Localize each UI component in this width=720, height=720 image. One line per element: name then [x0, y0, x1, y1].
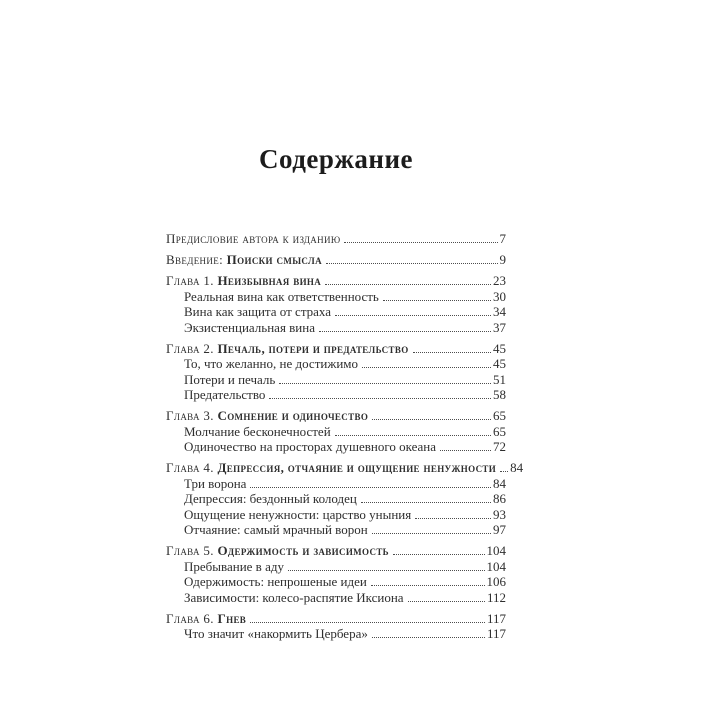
dot-leader: [361, 502, 491, 503]
dot-leader: [415, 518, 491, 519]
dot-leader: [250, 487, 491, 488]
page-number: 104: [486, 558, 506, 574]
dot-leader: [319, 331, 491, 332]
page-number: 34: [493, 304, 506, 319]
page-number: 117: [486, 626, 506, 641]
page-number: 97: [493, 522, 506, 537]
page-number: 37: [493, 319, 506, 335]
dot-leader: [383, 300, 491, 301]
toc-entry-label: Что значит «накормить Цербера»: [184, 626, 368, 641]
toc-entry-title: Депрессия, отчаяние и ощущение ненужности: [217, 460, 497, 475]
page-title: Содержание: [258, 144, 414, 174]
toc-entry: [166, 320, 506, 336]
toc-entry-title: Одержимость и зависимость: [217, 543, 389, 558]
dot-leader: [335, 315, 491, 316]
toc-entry-label: Реальная вина как ответственность: [184, 288, 379, 304]
toc-entry: [166, 372, 506, 388]
dot-leader: [408, 601, 485, 602]
page-number: 30: [493, 288, 506, 304]
dot-leader: [440, 450, 491, 451]
toc-entry-label: То, что желанно, не достижимо: [184, 356, 359, 371]
dot-leader: [335, 435, 491, 436]
dot-leader: [372, 419, 491, 420]
toc-entry: [166, 559, 506, 575]
page-number: 117: [486, 610, 506, 626]
toc-entry: [166, 341, 506, 357]
page-number: 45: [493, 340, 506, 356]
page-number: 93: [493, 506, 506, 522]
page-number: 9: [499, 252, 506, 267]
toc-entry-label: Депрессия: бездонный колодец: [184, 491, 357, 506]
toc-entry: [166, 424, 506, 440]
toc-entry: [166, 626, 506, 642]
toc-entry: [166, 522, 506, 538]
page-number: 45: [493, 356, 506, 371]
toc-entry-label: Зависимости: колесо-распятие Иксиона: [184, 589, 404, 605]
toc-entry-label: Молчание бесконечностей: [184, 423, 331, 439]
toc-entry: [166, 356, 506, 372]
toc-content: [166, 144, 524, 642]
dot-leader: [279, 383, 491, 384]
page-number: 72: [493, 439, 506, 454]
toc-entry: [166, 491, 506, 507]
page-number: 65: [493, 423, 506, 439]
toc-entry-label: Три ворона: [184, 475, 247, 491]
page-number: 23: [493, 273, 506, 288]
toc-entry: [166, 439, 506, 455]
dot-leader: [326, 263, 498, 264]
toc-entry-label: Предисловие автора к изданию: [166, 231, 341, 246]
dot-leader: [393, 554, 485, 555]
toc-entry-label: Глава 1.: [166, 273, 218, 288]
toc-entry-label: Потери и печаль: [184, 371, 276, 387]
toc-entry: [166, 252, 506, 268]
toc-entry: [166, 273, 506, 289]
dot-leader: [371, 585, 485, 586]
toc-entry-title: Поиски смысла: [226, 252, 322, 267]
toc-entry-label: Пребывание в аду: [184, 558, 284, 574]
toc-entry: [166, 387, 506, 403]
toc-entry: [166, 231, 506, 247]
toc-entry-label: Экзистенциальная вина: [184, 319, 315, 335]
toc-entry-label: Глава 6.: [166, 610, 218, 626]
toc-entry: [166, 611, 506, 627]
dot-leader: [325, 284, 491, 285]
dot-leader: [288, 570, 485, 571]
toc-list: [166, 231, 524, 642]
toc-entry-title: Гнев: [217, 610, 247, 626]
page-number: 106: [486, 574, 506, 589]
toc-entry-title: Печаль, потери и предательство: [217, 340, 409, 356]
toc-entry-label: Введение:: [166, 252, 227, 267]
toc-entry: [166, 574, 506, 590]
page-number: 65: [493, 408, 506, 423]
toc-entry-label: Глава 5.: [166, 543, 218, 558]
toc-entry: [166, 476, 506, 492]
page-number: 58: [493, 387, 506, 402]
dot-leader: [344, 242, 497, 243]
toc-entry-label: Вина как защита от страха: [184, 304, 332, 319]
page-number: 86: [493, 491, 506, 506]
page-number: 112: [486, 589, 506, 605]
toc-entry-title: Сомнение и одиночество: [217, 408, 369, 423]
page-number: 104: [486, 543, 506, 558]
dot-leader: [250, 622, 485, 623]
page-number: 84: [510, 460, 524, 475]
dot-leader: [413, 352, 491, 353]
toc-entry-label: Одиночество на просторах душевного океана: [184, 439, 437, 454]
page-number: 7: [499, 231, 506, 246]
dot-leader: [269, 398, 491, 399]
toc-entry-label: Глава 3.: [166, 408, 218, 423]
toc-entry-label: Ощущение ненужности: царство уныния: [184, 506, 412, 522]
toc-entry: [166, 507, 506, 523]
dot-leader: [362, 367, 491, 368]
toc-entry: [166, 289, 506, 305]
toc-entry-label: Глава 4.: [166, 460, 218, 475]
toc-entry: [166, 304, 506, 320]
page-number: 84: [493, 475, 506, 491]
toc-entry-label: Глава 2.: [166, 340, 218, 356]
toc-entry-title: Неизбывная вина: [217, 273, 322, 288]
dot-leader: [372, 533, 491, 534]
toc-entry: [166, 590, 506, 606]
toc-entry-label: Одержимость: непрошеные идеи: [184, 574, 367, 589]
toc-entry: [166, 543, 506, 559]
toc-entry: [166, 408, 506, 424]
dot-leader: [372, 637, 485, 638]
toc-entry-label: Отчаяние: самый мрачный ворон: [184, 522, 368, 537]
toc-entry: [166, 460, 524, 476]
toc-entry-label: Предательство: [184, 387, 266, 402]
dot-leader: [500, 471, 508, 472]
page-number: 51: [493, 371, 506, 387]
